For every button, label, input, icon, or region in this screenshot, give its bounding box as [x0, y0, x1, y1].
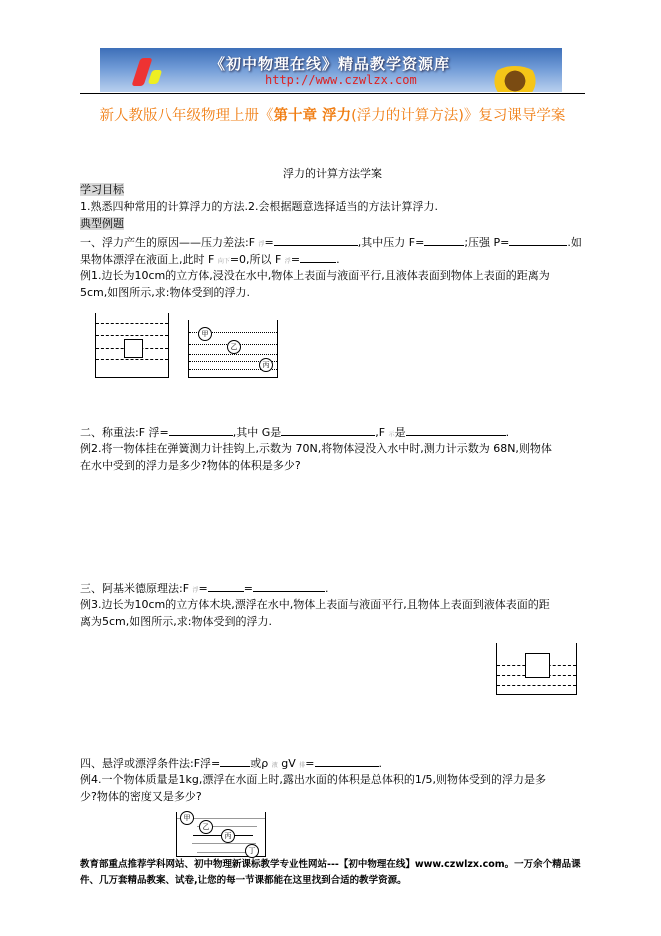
site-banner: [100, 48, 562, 92]
examples-heading: [80, 217, 124, 231]
t: 浮: [192, 587, 199, 594]
banner-caption: 《初中物理在线》精品教学资源库: [210, 55, 451, 73]
t: gV: [277, 757, 300, 770]
t: =: [243, 582, 253, 595]
banner-url: http://www.czwlzx.com: [265, 73, 417, 87]
example3: 例3.边长为10cm的立方体木块,漂浮在水中,物体上表面与液面平行,且物体上表面到液体表面的距: [80, 598, 550, 611]
t: 液: [271, 762, 278, 769]
t: .: [324, 582, 329, 595]
title-prefix: 新人教版八年级物理上册《: [99, 108, 274, 124]
figure1-containers-abc: [188, 320, 278, 378]
t: 是: [394, 426, 406, 439]
sunflower-image: [490, 66, 540, 92]
floating-cube: [525, 653, 550, 678]
document-title: [80, 104, 585, 125]
t: =: [198, 582, 208, 595]
blank[interactable]: [208, 581, 244, 592]
label-yi: 乙: [199, 820, 213, 834]
t: 或ρ: [250, 757, 272, 770]
logo-icon-accent: [148, 70, 163, 84]
example1: 例1.边长为10cm的立方体,浸没在水中,物体上表面与液面平行,且液体表面到物体上表面的距离为: [80, 269, 550, 282]
t: .: [505, 426, 510, 439]
t: ,其中压力 F=: [357, 236, 425, 249]
subtitle: 浮力的计算方法学案: [283, 167, 382, 180]
section1-line1: [80, 235, 582, 252]
t: ,其中 G是: [232, 426, 282, 439]
blank[interactable]: [274, 235, 358, 246]
example3-cont: 离为5cm,如图所示,求:物体受到的浮力.: [80, 615, 272, 628]
example1-cont: 5cm,如图所示,求:物体受到的浮力.: [80, 286, 250, 299]
blank[interactable]: [406, 425, 506, 436]
title-suffix: (浮力的计算方法)》复习课导学案: [351, 108, 566, 124]
t: .如: [567, 236, 582, 249]
goals-text: 1.熟悉四种常用的计算浮力的方法.2.会根据题意选择适当的方法计算浮力.: [80, 200, 438, 213]
title-bold: 第十章 浮力: [273, 108, 352, 124]
t: =: [305, 757, 315, 770]
footer-line1: 教育部重点推荐学科网站、初中物理新课标教学专业性网站---【初中物理在线】www.czwlzx.com。一万余个精品课: [80, 859, 581, 870]
goals-heading-text: 学习目标: [80, 183, 124, 196]
t: 排: [299, 762, 306, 769]
t: 向下: [217, 258, 230, 265]
label-ding: 丁: [245, 844, 259, 858]
blank[interactable]: [300, 252, 336, 263]
t: 二、称重法:F 浮=: [80, 426, 169, 439]
t: ;压强 P=: [464, 236, 510, 249]
blank[interactable]: [169, 425, 233, 436]
figure1-container: [95, 313, 169, 378]
label-jia: 甲: [198, 327, 212, 341]
label-yi: 乙: [227, 340, 241, 354]
label-bing: 丙: [221, 829, 235, 843]
section2-line: [80, 425, 509, 442]
figure3-container: [496, 643, 577, 695]
t: =: [264, 236, 274, 249]
goals-heading: [80, 183, 124, 197]
blank[interactable]: [253, 581, 325, 592]
t: 示: [388, 431, 395, 438]
blank[interactable]: [424, 235, 464, 246]
t: 浮: [284, 258, 291, 265]
t: ,F: [375, 426, 389, 439]
t: 三、阿基米德原理法:F: [80, 582, 193, 595]
t: .: [378, 757, 382, 770]
section4-line: [80, 756, 382, 773]
t: =0,所以 F: [229, 253, 285, 266]
blank[interactable]: [220, 756, 250, 767]
example4-cont: 少?物体的密度又是多少?: [80, 790, 202, 803]
section3-line: [80, 581, 328, 598]
t: =: [290, 253, 301, 266]
label-bing: 丙: [259, 358, 273, 372]
t: 浮: [258, 241, 265, 248]
t: .: [336, 253, 340, 266]
blank[interactable]: [315, 756, 379, 767]
section1-line2: [80, 252, 340, 269]
header-rule: [80, 93, 585, 94]
figure4-container: [176, 812, 266, 857]
example2: 例2.将一物体挂在弹簧测力计挂钩上,示数为 70N,将物体浸没入水中时,测力计示数为 68N,则物体: [80, 442, 552, 455]
t: 一、浮力产生的原因——压力差法:F: [80, 236, 259, 249]
label-jia: 甲: [180, 811, 194, 825]
t: 四、悬浮或漂浮条件法:F浮=: [80, 757, 221, 770]
t: 果物体漂浮在液面上,此时 F: [80, 253, 218, 266]
footer-line2: 件、几万套精品教案、试卷,让您的每一节课都能在这里找到合适的教学资源。: [80, 875, 407, 886]
cube: [124, 339, 143, 358]
example2-cont: 在水中受到的浮力是多少?物体的体积是多少?: [80, 459, 301, 472]
examples-heading-text: 典型例题: [80, 217, 124, 230]
blank[interactable]: [281, 425, 375, 436]
blank[interactable]: [509, 235, 567, 246]
example4: 例4.一个物体质量是1kg,漂浮在水面上时,露出水面的体积是总体积的1/5,则物体受到的浮力是多: [80, 773, 547, 786]
